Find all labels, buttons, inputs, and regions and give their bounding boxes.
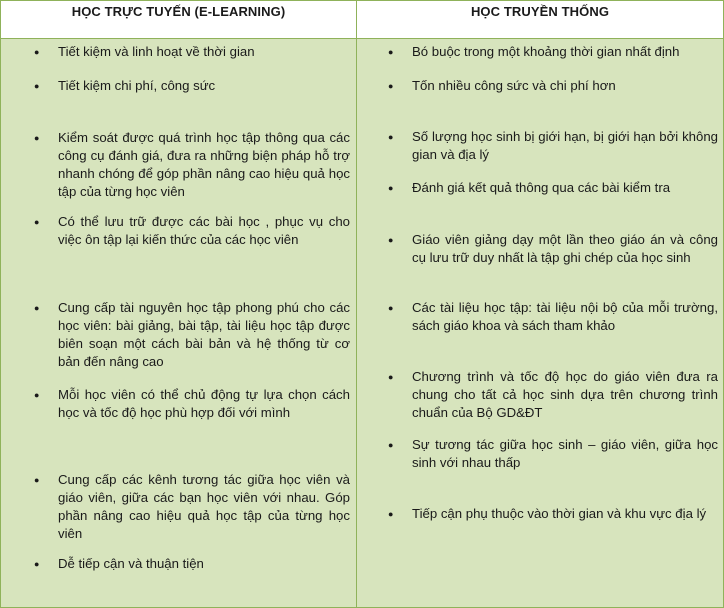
list-item: ● Tiếp cận phụ thuộc vào thời gian và khu vực địa lý — [388, 506, 707, 521]
bullet-icon: ● — [388, 81, 394, 91]
bullet-icon: ● — [388, 372, 394, 382]
bullet-icon: ● — [34, 390, 40, 400]
bullet-icon: ● — [34, 81, 40, 91]
list-item: ● Bó buộc trong một khoảng thời gian nhất định — [388, 44, 680, 59]
bullet-icon: ● — [388, 509, 394, 519]
table-header — [1, 1, 723, 39]
header-elearning: HỌC TRỰC TUYẾN (E-LEARNING) — [71, 4, 286, 19]
bullet-icon: ● — [388, 132, 394, 142]
list-item: ● Mỗi học viên có thể chủ động tự lựa chọn cách học và tốc độ học phù hợp đối với mình — [34, 387, 350, 420]
bullet-icon: ● — [388, 183, 394, 193]
bullet-icon: ● — [34, 559, 40, 569]
bullet-icon: ● — [388, 47, 394, 57]
list-item: ● Có thể lưu trữ được các bài học , phục vụ cho việc ôn tập lại kiến thức của các học viên — [34, 214, 350, 247]
list-item: ● Sự tương tác giữa học sinh – giáo viên, giữa học sinh với nhau thấp — [388, 437, 718, 470]
column-elearning — [1, 39, 356, 607]
list-item: ● Dễ tiếp cận và thuận tiện — [34, 556, 204, 571]
list-item: ● Các tài liệu học tập: tài liệu nội bộ của mỗi trường, sách giáo khoa và sách tham khảo — [388, 300, 718, 333]
list-item: ● Đánh giá kết quả thông qua các bài kiểm tra — [388, 180, 671, 195]
list-item: ● Cung cấp các kênh tương tác giữa học viên và giáo viên, giữa các bạn học viên với nhau. Góp phần nâng cao hiệu quả học tập của từng học viên — [34, 472, 350, 541]
bullet-icon: ● — [388, 235, 394, 245]
list-item: ● Giáo viên giảng dạy một lần theo giáo án và công cụ lưu trữ duy nhất là tập ghi chép của học sinh — [388, 232, 718, 265]
header-traditional: HỌC TRUYỀN THỐNG — [470, 4, 610, 19]
list-item: ● Tốn nhiều công sức và chi phí hơn — [388, 78, 616, 93]
column-traditional — [357, 39, 723, 607]
bullet-icon: ● — [34, 303, 40, 313]
list-item: ● Kiểm soát được quá trình học tập thông qua các công cụ đánh giá, đưa ra những biện pháp hỗ trợ nhanh chóng để góp phần nâng cao hiệu quả học tập của từng học viên — [34, 130, 350, 199]
bullet-icon: ● — [388, 303, 394, 313]
list-item: ● Cung cấp tài nguyên học tập phong phú cho các học viên: bài giảng, bài tập, tài liệu học tập được biên soạn một cách bài bản và hệ thống từ cơ bản đến nâng cao — [34, 300, 350, 369]
bullet-icon: ● — [34, 47, 40, 57]
column-divider — [356, 1, 357, 607]
bullet-icon: ● — [388, 440, 394, 450]
bullet-icon: ● — [34, 217, 40, 227]
list-item: ● Tiết kiệm và linh hoạt về thời gian — [34, 44, 255, 59]
list-item: ● Tiết kiệm chi phí, công sức — [34, 78, 216, 93]
list-item: ● Số lượng học sinh bị giới hạn, bị giới hạn bởi không gian và địa lý — [388, 129, 718, 162]
list-item: ● Chương trình và tốc độ học do giáo viên đưa ra chung cho tất cả học sinh dựa trên chương trình chuẩn của Bộ GD&ĐT — [388, 369, 718, 420]
bullet-icon: ● — [34, 475, 40, 485]
bullet-icon: ● — [34, 133, 40, 143]
